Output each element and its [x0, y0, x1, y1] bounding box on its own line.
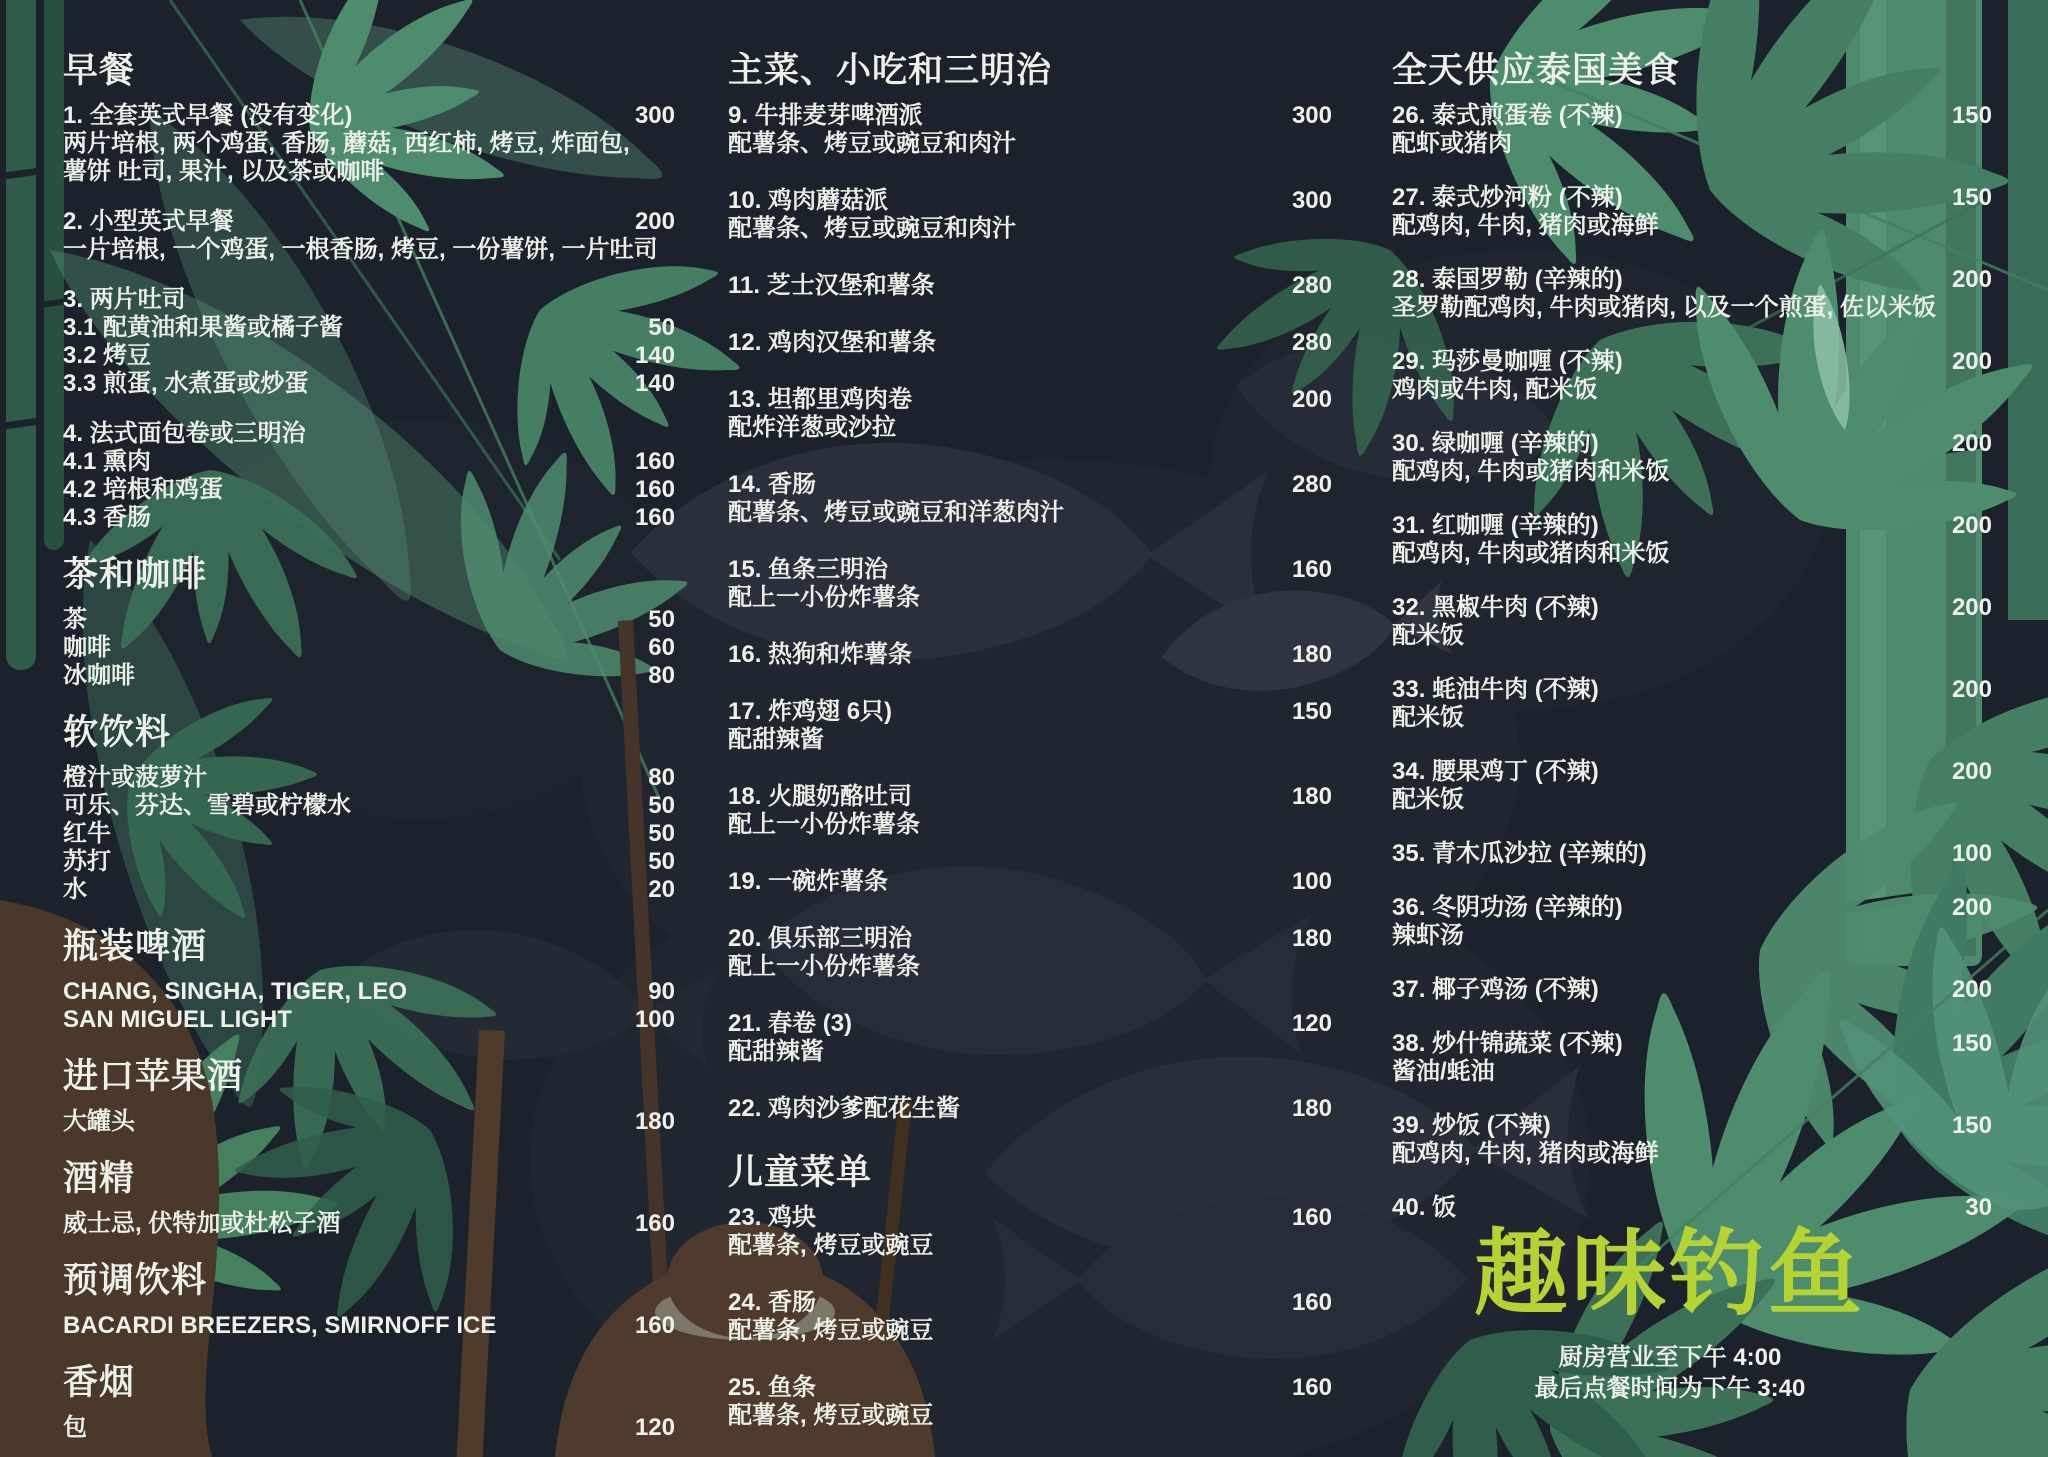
item-desc-row — [1392, 1058, 1992, 1086]
item-title-row — [728, 102, 1332, 130]
item-title-row — [728, 925, 1332, 953]
item-price: 200 — [1951, 676, 1992, 703]
item-price: 160 — [634, 1210, 675, 1237]
item-price: 180 — [1291, 1095, 1332, 1122]
item-title-row — [63, 1312, 675, 1340]
menu-item — [728, 868, 1332, 896]
item-price: 160 — [634, 476, 675, 503]
item-desc: 配上一小份炸薯条 — [728, 584, 920, 611]
item-price: 150 — [1951, 102, 1992, 129]
item-title-row — [63, 102, 675, 130]
kitchen-notes — [1340, 1342, 2000, 1404]
menu-item — [728, 1010, 1332, 1066]
menu-item — [1392, 840, 1992, 868]
item-title: 2. 小型英式早餐 — [63, 208, 234, 235]
item-title: BACARDI BREEZERS, SMIRNOFF ICE — [63, 1312, 497, 1339]
item-price: 180 — [1291, 783, 1332, 810]
section-heading: 香烟 — [63, 1363, 136, 1402]
item-price: 160 — [634, 504, 675, 531]
item-price: 280 — [1291, 272, 1332, 299]
item-title: 37. 椰子鸡汤 (不辣) — [1392, 976, 1599, 1003]
item-desc: 配鸡肉, 牛肉, 猪肉或海鲜 — [1392, 1140, 1659, 1167]
menu-item — [63, 606, 675, 690]
item-desc-row — [1392, 704, 1992, 732]
item-price: 20 — [648, 876, 675, 903]
item-desc-row — [1392, 458, 1992, 486]
item-desc: 咖啡 — [63, 634, 111, 661]
item-price: 300 — [1291, 187, 1332, 214]
menu-item — [1392, 1112, 1992, 1168]
item-desc: 3.1 配黄油和果酱或橘子酱 — [63, 314, 344, 341]
item-desc-row — [63, 634, 675, 662]
menu-item — [728, 783, 1332, 839]
menu-item — [63, 102, 675, 186]
item-title: 茶 — [63, 606, 87, 633]
item-title-row — [1392, 1030, 1992, 1058]
item-price: 160 — [634, 1312, 675, 1339]
item-price: 160 — [634, 448, 675, 475]
item-desc: SAN MIGUEL LIGHT — [63, 1006, 292, 1033]
item-title-row — [728, 329, 1332, 357]
item-desc-row — [63, 448, 675, 476]
menu-item — [1392, 758, 1992, 814]
item-price: 140 — [634, 342, 675, 369]
menu-item — [728, 925, 1332, 981]
menu-item — [728, 329, 1332, 357]
menu-item — [1392, 1194, 1992, 1222]
item-title: 38. 炒什锦蔬菜 (不辣) — [1392, 1030, 1623, 1057]
menu-section — [63, 50, 675, 532]
item-desc-row — [63, 876, 675, 904]
menu-item — [1392, 430, 1992, 486]
item-desc-row — [728, 1038, 1332, 1066]
item-desc-row — [728, 1317, 1332, 1345]
item-desc: 圣罗勒配鸡肉, 牛肉或猪肉, 以及一个煎蛋, 佐以米饭 — [1392, 294, 1937, 321]
item-title: 11. 芝士汉堡和薯条 — [728, 272, 935, 299]
item-desc-row — [63, 130, 675, 158]
item-title-row — [63, 978, 675, 1006]
item-title: 39. 炒饭 (不辣) — [1392, 1112, 1551, 1139]
menu-item — [728, 1204, 1332, 1260]
item-price: 180 — [1291, 925, 1332, 952]
item-desc: 4.3 香肠 — [63, 504, 152, 531]
item-price: 50 — [648, 820, 675, 847]
item-title: 35. 青木瓜沙拉 (辛辣的) — [1392, 840, 1647, 867]
item-desc: 水 — [63, 876, 87, 903]
item-desc: 4.2 培根和鸡蛋 — [63, 476, 224, 503]
menu-section — [728, 50, 1332, 1123]
menu-item — [1392, 102, 1992, 158]
section-heading: 全天供应泰国美食 — [1392, 51, 1681, 90]
item-price: 50 — [648, 606, 675, 633]
brand-name: 趣味钓鱼 — [1473, 1221, 1866, 1326]
item-desc-row — [1392, 922, 1992, 950]
menu-item — [63, 420, 675, 532]
item-desc: 配米饭 — [1392, 704, 1464, 731]
item-title: 10. 鸡肉蘑菇派 — [728, 187, 889, 214]
item-desc-row — [63, 342, 675, 370]
item-title-row — [1392, 266, 1992, 294]
item-desc: 配薯条、烤豆或豌豆和洋葱肉汁 — [728, 499, 1064, 526]
item-desc: 配鸡肉, 牛肉或猪肉和米饭 — [1392, 540, 1670, 567]
item-title-row — [63, 286, 675, 314]
menu-item — [728, 1374, 1332, 1430]
item-title-row — [728, 1095, 1332, 1123]
menu-item — [728, 1289, 1332, 1345]
menu-item — [728, 272, 1332, 300]
item-title: 25. 鱼条 — [728, 1374, 817, 1401]
item-title: 9. 牛排麦芽啤酒派 — [728, 102, 923, 129]
item-desc: 辣虾汤 — [1392, 922, 1464, 949]
item-price: 200 — [1951, 430, 1992, 457]
item-title-row — [63, 606, 675, 634]
menu-item — [728, 187, 1332, 243]
menu-item — [728, 1095, 1332, 1123]
item-title-row — [1392, 512, 1992, 540]
item-title-row — [63, 764, 675, 792]
section-heading: 主菜、小吃和三明治 — [728, 51, 1053, 90]
item-desc-row — [1392, 622, 1992, 650]
menu-section — [63, 1056, 675, 1136]
item-desc: 冰咖啡 — [63, 662, 135, 689]
item-desc: 配炸洋葱或沙拉 — [728, 414, 896, 441]
item-title: 大罐头 — [63, 1108, 135, 1135]
item-desc: 薯饼 吐司, 果汁, 以及茶或咖啡 — [63, 158, 385, 185]
item-desc: 4.1 熏肉 — [63, 448, 152, 475]
section-heading: 儿童菜单 — [728, 1153, 873, 1192]
item-desc: 配薯条, 烤豆或豌豆 — [728, 1402, 934, 1429]
item-desc: 配薯条、烤豆或豌豆和肉汁 — [728, 130, 1016, 157]
item-title: 1. 全套英式早餐 (没有变化) — [63, 102, 353, 129]
item-title: 20. 俱乐部三明治 — [728, 925, 913, 952]
item-desc: 配鸡肉, 牛肉或猪肉和米饭 — [1392, 458, 1670, 485]
item-desc-row — [1392, 130, 1992, 158]
item-title-row — [728, 698, 1332, 726]
menu-item — [63, 286, 675, 398]
menu-item — [728, 471, 1332, 527]
item-desc-row — [1392, 1140, 1992, 1168]
item-title: 31. 红咖喱 (辛辣的) — [1392, 512, 1599, 539]
menu-item — [728, 556, 1332, 612]
item-title-row — [728, 1204, 1332, 1232]
item-desc-row — [63, 504, 675, 532]
item-title: CHANG, SINGHA, TIGER, LEO — [63, 978, 408, 1005]
item-desc: 配鸡肉, 牛肉, 猪肉或海鲜 — [1392, 212, 1659, 239]
item-title-row — [63, 420, 675, 448]
item-price: 200 — [1951, 894, 1992, 921]
section-heading: 预调饮料 — [63, 1261, 208, 1300]
item-price: 200 — [1951, 348, 1992, 375]
item-title: 24. 香肠 — [728, 1289, 817, 1316]
item-title-row — [728, 1289, 1332, 1317]
item-desc: 酱油/蚝油 — [1392, 1058, 1495, 1085]
item-title-row — [1392, 676, 1992, 704]
menu-item — [63, 978, 675, 1034]
menu-item — [1392, 1030, 1992, 1086]
menu-section — [63, 1362, 675, 1442]
item-title: 26. 泰式煎蛋卷 (不辣) — [1392, 102, 1623, 129]
item-desc-row — [1392, 540, 1992, 568]
item-title: 28. 泰国罗勒 (辛辣的) — [1392, 266, 1623, 293]
brand-block — [1340, 1221, 2000, 1404]
item-title-row — [728, 641, 1332, 669]
item-price: 100 — [1291, 868, 1332, 895]
item-desc-row — [728, 215, 1332, 243]
menu-item — [728, 386, 1332, 442]
item-desc-row — [63, 820, 675, 848]
menu-item — [63, 764, 675, 904]
item-desc: 可乐、芬达、雪碧或柠檬水 — [63, 792, 351, 819]
menu-section — [728, 1152, 1332, 1430]
item-price: 280 — [1291, 329, 1332, 356]
item-title: 40. 饭 — [1392, 1194, 1457, 1221]
item-title: 3. 两片吐司 — [63, 286, 186, 313]
menu-item — [1392, 184, 1992, 240]
item-desc-row — [1392, 376, 1992, 404]
item-desc-row — [728, 1232, 1332, 1260]
item-desc-row — [728, 1402, 1332, 1430]
item-desc: 配上一小份炸薯条 — [728, 811, 920, 838]
bamboo-left — [0, 0, 70, 670]
menu-section — [63, 1158, 675, 1238]
item-title: 威士忌, 伏特加或杜松子酒 — [63, 1210, 341, 1237]
item-desc: 配米饭 — [1392, 622, 1464, 649]
item-price: 120 — [1291, 1010, 1332, 1037]
item-price: 150 — [1951, 1030, 1992, 1057]
item-price: 160 — [1291, 1289, 1332, 1316]
item-desc-row — [63, 314, 675, 342]
menu-item — [728, 698, 1332, 754]
item-price: 300 — [634, 102, 675, 129]
menu-item — [1392, 348, 1992, 404]
item-title: 13. 坦都里鸡肉卷 — [728, 386, 913, 413]
menu-item — [63, 1312, 675, 1340]
item-price: 200 — [1951, 512, 1992, 539]
item-title: 包 — [63, 1414, 87, 1441]
item-title-row — [1392, 840, 1992, 868]
item-price: 60 — [648, 634, 675, 661]
item-title: 16. 热狗和炸薯条 — [728, 641, 913, 668]
item-title: 橙汁或菠萝汁 — [63, 764, 207, 791]
item-desc: 3.3 煎蛋, 水煮蛋或炒蛋 — [63, 370, 309, 397]
kitchen-hours-line: 厨房营业至下午 4:00 — [1558, 1344, 1782, 1371]
item-title-row — [1392, 1112, 1992, 1140]
item-desc: 配薯条、烤豆或豌豆和肉汁 — [728, 215, 1016, 242]
item-title: 30. 绿咖喱 (辛辣的) — [1392, 430, 1599, 457]
menu-item — [1392, 266, 1992, 322]
item-title-row — [1392, 102, 1992, 130]
section-heading: 瓶装啤酒 — [63, 927, 208, 966]
item-price: 280 — [1291, 471, 1332, 498]
item-title: 18. 火腿奶酪吐司 — [728, 783, 913, 810]
item-desc: 配薯条, 烤豆或豌豆 — [728, 1232, 934, 1259]
menu-column-middle — [728, 0, 1332, 1457]
item-desc: 配米饭 — [1392, 786, 1464, 813]
item-title: 22. 鸡肉沙爹配花生酱 — [728, 1095, 961, 1122]
last-order-line: 最后点餐时间为下午 3:40 — [1534, 1375, 1806, 1402]
item-desc-row — [728, 414, 1332, 442]
item-title: 14. 香肠 — [728, 471, 817, 498]
item-price: 80 — [648, 764, 675, 791]
item-desc-row — [728, 584, 1332, 612]
menu-item — [63, 1108, 675, 1136]
menu-item — [1392, 512, 1992, 568]
item-title-row — [1392, 348, 1992, 376]
item-desc-row — [1392, 786, 1992, 814]
menu-item — [63, 1414, 675, 1442]
item-price: 200 — [1951, 266, 1992, 293]
item-price: 160 — [1291, 556, 1332, 583]
item-title-row — [1392, 894, 1992, 922]
menu-item — [63, 1210, 675, 1238]
item-title-row — [728, 556, 1332, 584]
item-title: 33. 蚝油牛肉 (不辣) — [1392, 676, 1599, 703]
item-title-row — [728, 272, 1332, 300]
item-price: 180 — [634, 1108, 675, 1135]
menu-item — [1392, 594, 1992, 650]
section-heading: 酒精 — [63, 1159, 136, 1198]
item-price: 150 — [1951, 1112, 1992, 1139]
item-desc-row — [63, 370, 675, 398]
section-heading: 茶和咖啡 — [63, 555, 208, 594]
item-title-row — [728, 1010, 1332, 1038]
item-title: 17. 炸鸡翅 6只) — [728, 698, 893, 725]
item-title-row — [728, 187, 1332, 215]
item-price: 200 — [634, 208, 675, 235]
item-desc-row — [63, 476, 675, 504]
item-title: 19. 一碗炸薯条 — [728, 868, 889, 895]
item-title-row — [1392, 184, 1992, 212]
item-price: 120 — [634, 1414, 675, 1441]
item-price: 200 — [1951, 594, 1992, 621]
item-desc-row — [728, 130, 1332, 158]
item-desc: 红牛 — [63, 820, 111, 847]
item-title: 34. 腰果鸡丁 (不辣) — [1392, 758, 1599, 785]
item-price: 180 — [1291, 641, 1332, 668]
item-title-row — [63, 1108, 675, 1136]
item-price: 200 — [1951, 976, 1992, 1003]
item-price: 300 — [1291, 102, 1332, 129]
item-desc: 3.2 烤豆 — [63, 342, 152, 369]
item-title: 32. 黑椒牛肉 (不辣) — [1392, 594, 1599, 621]
menu-item — [728, 641, 1332, 669]
item-price: 50 — [648, 314, 675, 341]
item-desc-row — [63, 662, 675, 690]
item-desc: 配甜辣酱 — [728, 1038, 824, 1065]
item-desc-row — [1392, 212, 1992, 240]
item-price: 150 — [1291, 698, 1332, 725]
item-title-row — [63, 1414, 675, 1442]
item-desc-row — [728, 499, 1332, 527]
section-heading: 进口苹果酒 — [63, 1057, 244, 1096]
item-title-row — [1392, 594, 1992, 622]
item-desc: 配虾或猪肉 — [1392, 130, 1512, 157]
menu-section — [63, 926, 675, 1034]
item-price: 200 — [1951, 758, 1992, 785]
item-price: 50 — [648, 792, 675, 819]
item-title-row — [728, 1374, 1332, 1402]
item-desc: 两片培根, 两个鸡蛋, 香肠, 蘑菇, 西红柿, 烤豆, 炸面包, — [63, 130, 630, 157]
item-title: 27. 泰式炒河粉 (不辣) — [1392, 184, 1623, 211]
item-title: 15. 鱼条三明治 — [728, 556, 889, 583]
item-desc-row — [728, 726, 1332, 754]
item-title: 4. 法式面包卷或三明治 — [63, 420, 306, 447]
menu-item — [1392, 976, 1992, 1004]
menu-section — [63, 554, 675, 690]
item-price: 80 — [648, 662, 675, 689]
item-title-row — [1392, 758, 1992, 786]
item-desc: 苏打 — [63, 848, 111, 875]
item-price: 160 — [1291, 1204, 1332, 1231]
item-title-row — [728, 868, 1332, 896]
item-desc: 鸡肉或牛肉, 配米饭 — [1392, 376, 1598, 403]
item-desc-row — [63, 1006, 675, 1034]
item-title: 23. 鸡块 — [728, 1204, 817, 1231]
item-title-row — [728, 783, 1332, 811]
item-title-row — [1392, 1194, 1992, 1222]
section-heading: 早餐 — [63, 51, 136, 90]
item-title: 29. 玛莎曼咖喱 (不辣) — [1392, 348, 1623, 375]
item-price: 140 — [634, 370, 675, 397]
item-price: 200 — [1291, 386, 1332, 413]
item-price: 90 — [648, 978, 675, 1005]
item-desc-row — [728, 953, 1332, 981]
item-title: 12. 鸡肉汉堡和薯条 — [728, 329, 937, 356]
item-desc: 配上一小份炸薯条 — [728, 953, 920, 980]
item-desc-row — [63, 236, 675, 264]
menu-item — [1392, 676, 1992, 732]
section-heading: 软饮料 — [63, 713, 172, 752]
item-desc-row — [1392, 294, 1992, 322]
item-title: 21. 春卷 (3) — [728, 1010, 853, 1037]
item-desc: 配薯条, 烤豆或豌豆 — [728, 1317, 934, 1344]
item-title: 36. 冬阴功汤 (辛辣的) — [1392, 894, 1623, 921]
item-desc: 配甜辣酱 — [728, 726, 824, 753]
item-price: 150 — [1951, 184, 1992, 211]
item-price: 30 — [1965, 1194, 1992, 1221]
item-title-row — [63, 208, 675, 236]
menu-section — [63, 712, 675, 904]
item-desc-row — [728, 811, 1332, 839]
menu-section — [1392, 50, 1992, 1222]
menu-item — [63, 208, 675, 264]
menu-section — [63, 1260, 675, 1340]
item-price: 100 — [1951, 840, 1992, 867]
item-title-row — [728, 471, 1332, 499]
item-title-row — [63, 1210, 675, 1238]
item-price: 160 — [1291, 1374, 1332, 1401]
item-price: 100 — [634, 1006, 675, 1033]
item-desc-row — [63, 158, 675, 186]
item-title-row — [1392, 430, 1992, 458]
item-title-row — [728, 386, 1332, 414]
item-desc-row — [63, 848, 675, 876]
item-desc-row — [63, 792, 675, 820]
menu-column-left — [63, 0, 675, 1457]
item-title-row — [1392, 976, 1992, 1004]
menu-item — [1392, 894, 1992, 950]
menu-item — [728, 102, 1332, 158]
item-desc: 一片培根, 一个鸡蛋, 一根香肠, 烤豆, 一份薯饼, 一片吐司 — [63, 236, 658, 263]
item-price: 50 — [648, 848, 675, 875]
